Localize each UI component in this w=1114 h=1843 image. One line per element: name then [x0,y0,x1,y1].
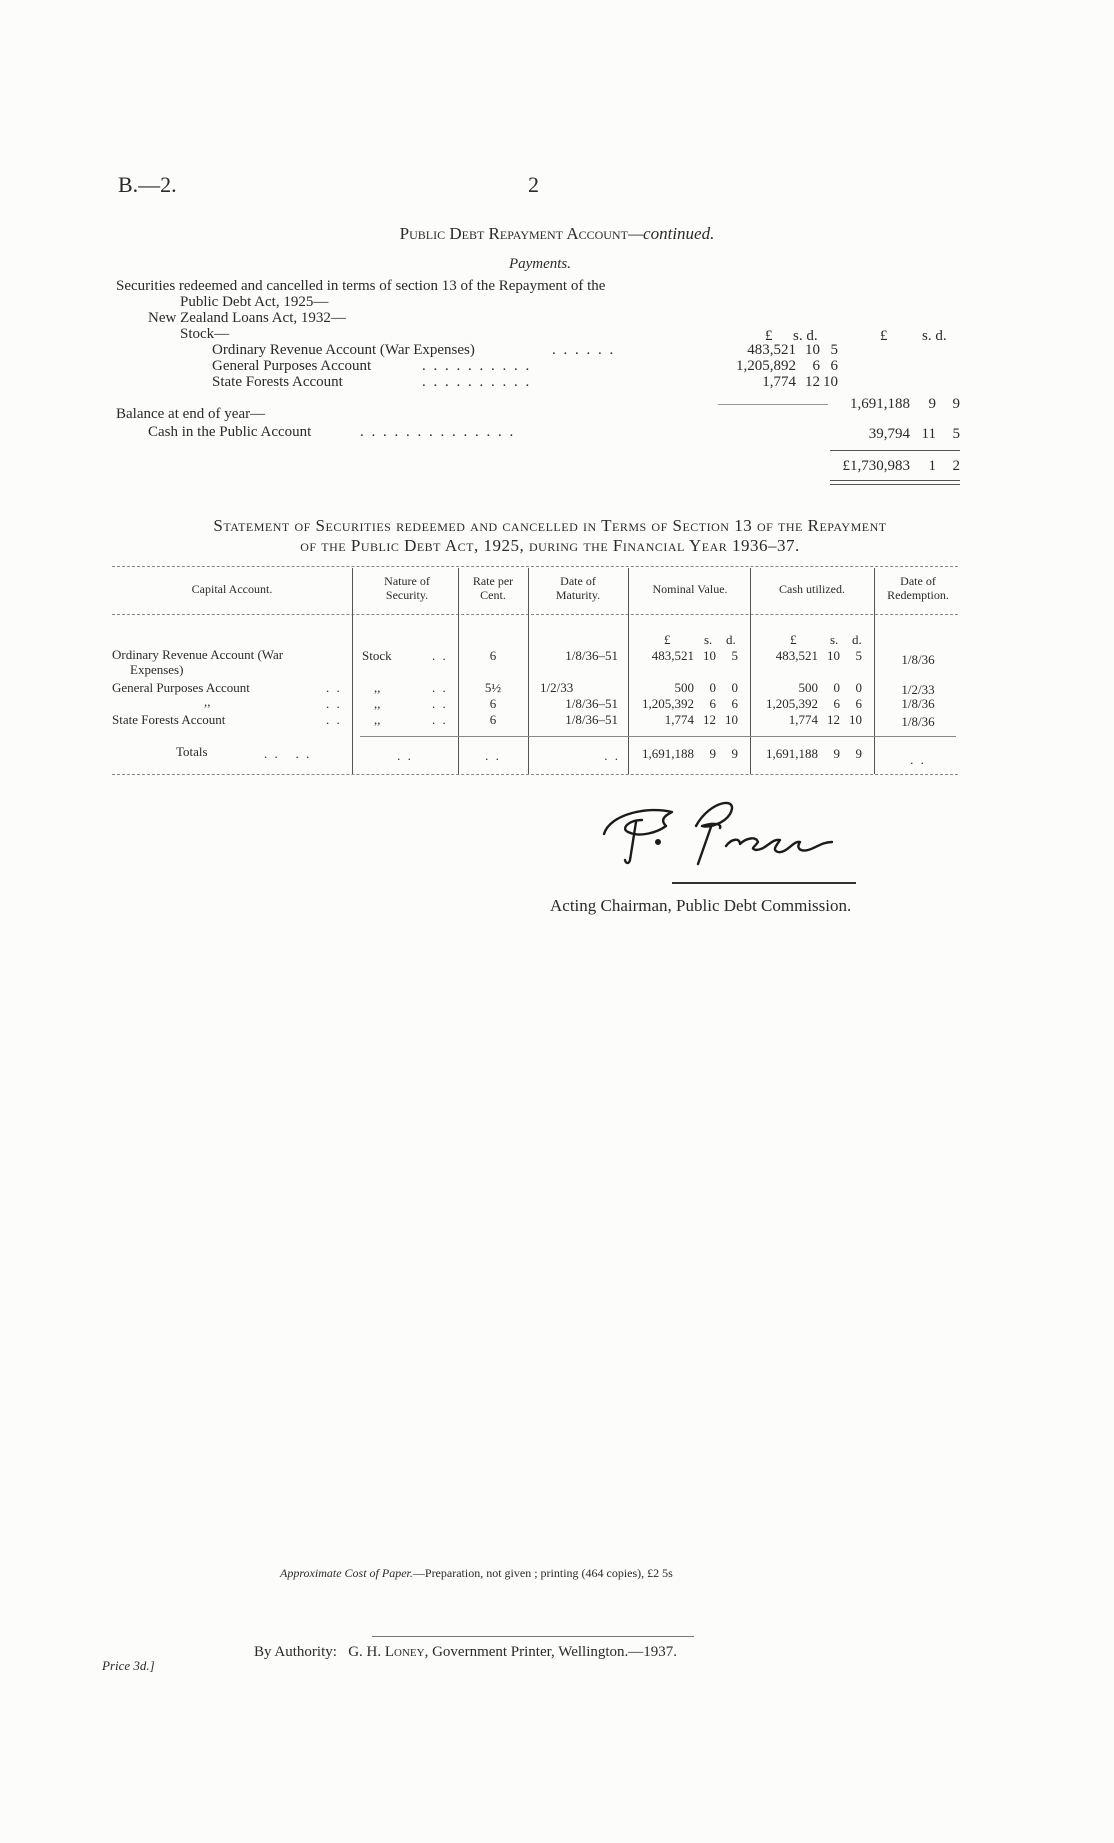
row-account: State Forests Account [112,712,226,727]
total-pence: 2 [952,458,960,474]
totals-label: Totals [176,744,208,759]
row-redemption: 1/2/33 [901,682,935,697]
item-shillings: 6 [812,358,820,374]
row-nominal-pounds: 483,521 [651,648,694,663]
securities-line-1: Securities redeemed and cancelled in terms of section 13 of the Repayment of the [116,278,606,294]
row-nominal-pence: 0 [731,680,738,695]
header-capital-account: Capital Account. [191,582,273,596]
cash-label: Cash in the Public Account [148,424,312,440]
price: Price 3d.] [102,1658,155,1673]
row-nominal-pence: 10 [725,712,738,727]
totals-nature: . . [397,748,413,763]
row-nominal-pence: 6 [731,696,738,711]
printer-name: G. H. Loney [348,1644,425,1660]
row-nominal-pence: 5 [731,648,738,663]
row-cash-pounds: 1,205,392 [766,696,818,711]
header-date-of-maturity: Date of Maturity. [555,574,601,602]
item-label: General Purposes Account [212,358,372,374]
cost-label: Approximate Cost of Paper. [280,1566,413,1580]
account-title-text: Public Debt Repayment Account [399,224,628,243]
row-redemption: 1/8/36 [901,714,935,729]
nominal-shilling-head: s. [704,632,713,647]
table-header-rule [112,614,958,615]
payments-subtitle: Payments. [508,256,572,272]
row-rate: 6 [489,712,497,727]
totals-cash-pounds: 1,691,188 [766,746,818,761]
row-account-continued: Expenses) [130,662,184,677]
row-cash-pence: 5 [855,648,862,663]
row-cash-pounds: 483,521 [775,648,818,663]
row-leader: . . [432,712,448,727]
row-cash-pounds: 500 [798,680,818,695]
row-rate: 5½ [484,680,502,695]
total-double-rule-2 [830,484,960,485]
cash-pence: 5 [952,426,960,442]
cash-pound-head: £ [790,632,797,647]
row-leader: . . [432,680,448,695]
row-redemption: 1/8/36 [901,652,935,667]
authority-suffix: , Government Printer, Wellington.—1937. [424,1644,678,1660]
totals-rule [360,736,956,737]
col-head-sd-2: s. d. [922,328,947,344]
row-leader: . . [326,696,342,711]
col-divider [528,568,529,774]
col-divider [628,568,629,774]
col-divider [352,568,353,774]
total-shillings: 1 [928,458,936,474]
statement-title-line-2: of the Public Debt Act, 1925, during the Financial Year 1936–37. [300,536,800,555]
row-nature: ,, [374,680,381,695]
table-bottom-rule [112,774,958,775]
row-nominal-shillings: 10 [703,648,716,663]
table-top-rule [112,566,958,567]
nominal-pence-head: d. [726,632,736,647]
header-nominal-value: Nominal Value. [652,582,728,596]
signature-title: Acting Chairman, Public Debt Commission. [550,896,852,915]
header-cash-utilized: Cash utilized. [779,582,845,596]
cash-shillings: 11 [921,426,936,442]
row-maturity: 1/8/36–51 [565,712,618,727]
total-top-rule [830,450,960,451]
footer-rule [372,1636,694,1637]
row-leader: . . [432,648,448,663]
totals-cash-shillings: 9 [833,746,840,761]
totals-nominal-pounds: 1,691,188 [642,746,694,761]
row-nominal-shillings: 12 [703,712,716,727]
row-nominal-shillings: 6 [709,696,716,711]
item-pounds: 1,774 [762,374,796,390]
item-pence: 6 [830,358,838,374]
row-cash-shillings: 12 [827,712,840,727]
totals-nominal-pence: 9 [731,746,738,761]
total-double-rule-1 [830,480,960,481]
cash-pence-head: d. [852,632,862,647]
header-nature-of-security: Nature of Security. [384,574,430,602]
col-head-pound-1: £ [765,328,773,344]
totals-cash-pence: 9 [855,746,862,761]
balance-label: Balance at end of year— [116,406,266,422]
row-cash-pence: 6 [855,696,862,711]
cost-text: —Preparation, not given ; printing (464 copies), £2 5s [412,1566,673,1580]
row-account: Ordinary Revenue Account (War [112,647,284,662]
row-cash-pounds: 1,774 [788,712,818,727]
row-rate: 6 [489,696,497,711]
totals-maturity: . . [604,748,620,763]
row-nominal-pounds: 1,774 [664,712,694,727]
item-leader: . . . . . . . . . . [422,358,532,374]
item-pence: 10 [823,374,838,390]
totals-leader: . . . . [264,746,312,761]
securities-line-3: New Zealand Loans Act, 1932— [148,310,346,326]
row-cash-pence: 0 [855,680,862,695]
authority-line [254,1644,677,1661]
securities-line-4: Stock— [180,326,230,342]
row-leader: . . [326,680,342,695]
account-title-suffix: —continued. [627,224,715,243]
header-date-of-redemption: Date of Redemption. [887,574,949,602]
document-reference: B.—2. [118,172,177,197]
item-pounds: 1,205,892 [736,358,796,374]
totals-redemption: . . [910,752,926,767]
page-number: 2 [528,172,539,197]
row-nominal-pounds: 500 [674,680,694,695]
securities-line-2: Public Debt Act, 1925— [180,294,329,310]
statement-title-line-1: Statement of Securities redeemed and cancelled in Terms of Section 13 of the Repayment [213,516,887,535]
item-shillings: 12 [805,374,820,390]
row-nominal-pounds: 1,205,392 [642,696,694,711]
header-rate-per-cent: Rate per Cent. [472,574,514,602]
signature-underline [672,882,856,884]
totals-rate: . . [485,748,501,763]
item-leader: . . . . . . [552,342,616,358]
row-account: General Purposes Account [112,680,250,695]
row-leader: . . [326,712,342,727]
row-rate: 6 [489,648,497,663]
cost-of-paper [280,1566,673,1581]
item-pounds: 483,521 [747,342,796,358]
authority-prefix: By Authority: [254,1644,337,1660]
item-shillings: 10 [805,342,820,358]
subtotal-pence: 9 [952,396,960,412]
row-maturity: 1/8/36–51 [565,648,618,663]
row-cash-shillings: 10 [827,648,840,663]
col-divider [458,568,459,774]
col-divider [874,568,875,774]
row-cash-pence: 10 [849,712,862,727]
item-pence: 5 [830,342,838,358]
signature [600,798,900,878]
item-label: State Forests Account [212,374,343,390]
row-cash-shillings: 6 [833,696,840,711]
cash-shilling-head: s. [830,632,839,647]
col-head-sd-1: s. d. [793,328,818,344]
row-leader: . . [432,696,448,711]
subtotal-shillings: 9 [928,396,936,412]
row-nature: Stock [362,648,392,663]
signature-graphic [600,798,900,878]
item-label: Ordinary Revenue Account (War Expenses) [212,342,475,358]
account-title [200,224,914,244]
row-account: ,, [204,694,211,709]
subtotal-pounds: 1,691,188 [850,396,910,412]
item-leader: . . . . . . . . . . [422,374,532,390]
cash-pounds: 39,794 [868,426,910,442]
row-nature: ,, [374,712,381,727]
row-redemption: 1/8/36 [901,696,935,711]
row-maturity: 1/8/36–51 [565,696,618,711]
row-cash-shillings: 0 [833,680,840,695]
total-pounds: £1,730,983 [842,458,910,474]
nominal-pound-head: £ [664,632,671,647]
row-nominal-shillings: 0 [709,680,716,695]
col-divider [750,568,751,774]
totals-nominal-shillings: 9 [709,746,716,761]
row-nature: ,, [374,696,381,711]
row-maturity: 1/2/33 [540,680,574,695]
cash-leader: . . . . . . . . . . . . . . [360,424,516,440]
col-head-pound-2: £ [880,328,888,344]
